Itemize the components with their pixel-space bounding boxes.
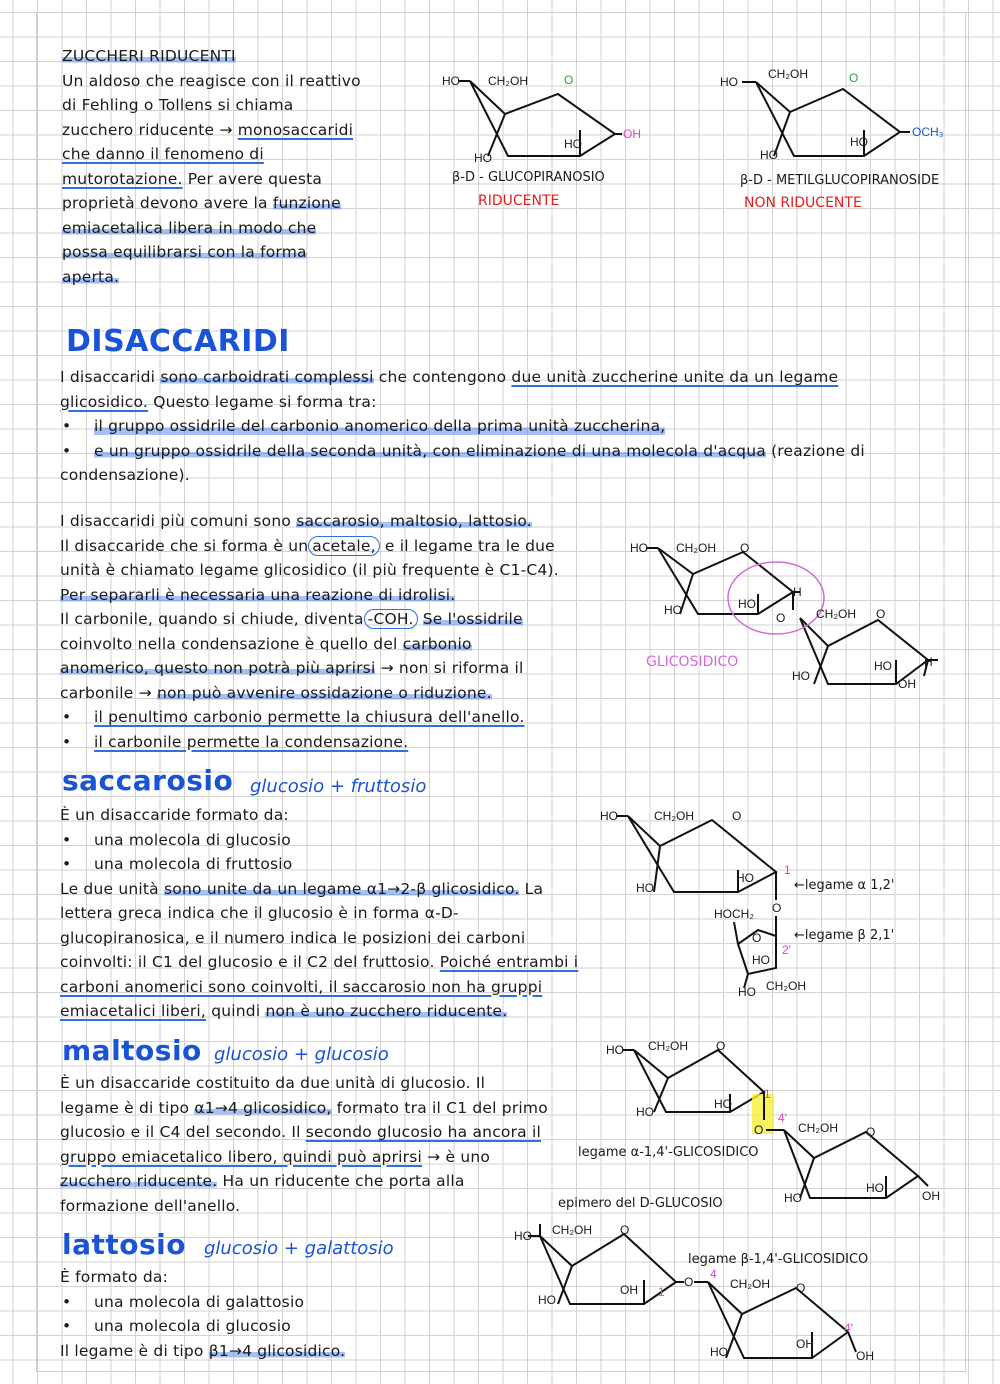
text-highlight: e un gruppo ossidrile della seconda unità, con eliminazione di una molecola d'acqua [94,441,766,460]
ho-label: HO [474,151,492,165]
text-line: È formato da: [60,1268,169,1286]
text-underlined: monosaccaridi [237,120,354,139]
text-underlined: gruppo emiacetalico libero, quindi può aprirsi [60,1147,423,1166]
lattosio-legame-label: legame β-1,4'-GLICOSIDICO [688,1252,869,1267]
legame-alpha-text: legame α 1,2' [804,878,895,893]
text-line: una molecola di glucosio [94,830,291,849]
text-line: → è uno [427,1147,491,1166]
glucopiranosio-name: β-D - GLUCOPIRANOSIO [452,170,605,185]
text-circled: -COH. [364,609,418,629]
ho-label: HO [866,1181,884,1195]
ho-label: HO [714,1097,732,1111]
ho-label: HO [664,603,682,617]
text-highlight: sono unite da un legame α1→2-β glicosidico. [164,879,520,898]
maltosio-title: maltosio [62,1034,202,1067]
legame-beta-label: ←legame β 2,1' [794,928,895,943]
structure-saccarosio [598,802,806,1002]
text-line: unità è chiamato legame glicosidico (il più frequente è C1-C4). [60,561,559,579]
text-highlight: Per separarli è necessaria una reazione di idrolisi. [60,585,456,604]
structure-disaccharide [628,536,948,696]
text-underlined: Poiché entrambi i [439,953,579,971]
list-item: • una molecola di glucosio [60,1314,500,1339]
ho-label: HO [720,75,738,89]
text-line: formazione dell'anello. [60,1196,241,1215]
text-line: una molecola di fruttosio [94,855,293,873]
text-underlined: due unità zuccherine unite da un legame [511,368,839,386]
ch2oh-label: CH₂OH [648,1039,688,1053]
text-highlight: carbonio [402,634,472,653]
oh-label: OH [623,127,641,141]
oh-label: OH [898,677,916,691]
text-highlight: Se l'ossidrile [422,610,523,628]
structure-metilglucopiranoside [718,64,958,164]
riducente-tag: RIDUCENTE [478,193,560,209]
ho-label: HO [630,541,648,555]
text-line: lettera greca indica che il glucosio è in forma α-D- [60,904,459,922]
text-line: una molecola di glucosio [94,1317,291,1335]
text-highlight: α1→4 glicosidico, [194,1098,332,1117]
text-line: I disaccaridi [60,368,156,386]
zuccheri-riducenti-block [62,44,402,289]
text-highlight: sono carboidrati complessi [160,368,374,386]
ch2oh-label: CH₂OH [676,541,716,555]
ho-label: HO [514,1229,532,1243]
legame-alpha-label: ←legame α 1,2' [794,878,895,893]
text-line: zucchero riducente → [62,120,233,139]
text-line: Il legame è di tipo [60,1341,204,1360]
ho-label: HO [760,148,778,162]
text-line: proprietà devono avere la [62,194,268,212]
ho-label: HO [564,137,582,151]
legame-beta-text: legame β 2,1' [804,928,895,943]
list-item: • il carbonile permette la condensazione. [60,730,620,755]
saccarosio-subtitle: glucosio + fruttosio [250,776,427,797]
text-line: glucosio e il C4 del secondo. Il [60,1123,301,1141]
text-line: che contengono [378,368,507,386]
text-line: quindi [211,1002,261,1020]
disaccaridi-intro [60,365,940,488]
link-oxygen-label: O [754,1123,764,1137]
link-oxygen-label: O [772,901,782,915]
ho-label: HO [850,135,868,149]
ho-label: HO [784,1191,802,1205]
ring-oxygen-label: O [620,1223,630,1237]
ring-oxygen-label: O [876,607,886,621]
maltosio-legame-label: legame α-1,4'-GLICOSIDICO [578,1145,759,1160]
metilglucopiranoside-name: β-D - METILGLUCOPIRANOSIDE [740,173,940,188]
structure-glucopiranosio [440,66,660,166]
ring-oxygen-label: O [716,1039,726,1053]
text-line: glucopiranosica, e il numero indica le posizioni dei carboni [60,928,526,947]
ho-label: HO [738,597,756,611]
text-underlined: carboni anomerici sono coinvolti, il saccarosio non ha gruppi [60,977,543,996]
ch2oh-label: CH₂OH [654,809,694,823]
text-line: formato tra il C1 del primo [336,1098,548,1117]
ho-label: HO [606,1043,624,1057]
och3-label: OCH₃ [912,125,944,139]
text-line: Questo legame si forma tra: [153,392,377,411]
text-highlight: il gruppo ossidrile del carbonio anomerico della prima unità zuccherina, [94,414,665,439]
ho-label: HO [600,809,618,823]
ho-label: HO [710,1345,728,1359]
maltosio-block [60,1071,600,1218]
ho-label: HO [442,74,460,88]
text-underlined: glicosidico. [60,392,149,411]
carbon-number: 1 [764,1087,771,1101]
carbon-number: 1 [658,1285,665,1299]
ho-label: HO [636,881,654,895]
ch2oh-label: CH₂OH [766,979,806,993]
oh-label: OH [620,1283,638,1297]
text-circled: acetale, [308,536,380,556]
glicosidico-label: GLICOSIDICO [646,654,739,670]
ring-oxygen-label: O [752,931,762,945]
h-label: H [924,655,933,669]
ch2oh-label: CH₂OH [816,607,856,621]
text-underlined: secondo glucosio ha ancora il [305,1123,542,1141]
ho-label: HO [874,659,892,673]
text-highlight: β1→4 glicosidico. [208,1341,346,1360]
ch2oh-label: CH₂OH [488,74,528,88]
list-item: • una molecola di galattosio [60,1290,500,1315]
text-highlight: emiacetalica libera in modo che [62,218,317,237]
text-highlight: anomerico, questo non potrà più aprirsi [60,659,376,677]
text-highlight: non può avvenire ossidazione o riduzione. [156,683,492,702]
oh-label: OH [856,1349,874,1363]
maltosio-subtitle: glucosio + glucosio [214,1044,389,1065]
ring-oxygen-label: O [564,73,574,87]
non-riducente-tag: NON RIDUCENTE [744,195,862,211]
list-item: • e un gruppo ossidrile della seconda unità, con eliminazione di una molecola d'acqua (reazione di [62,441,865,460]
text-line: Per avere questa [187,169,323,188]
text-line: Un aldoso che reagisce con il reattivo [62,71,361,90]
list-item: • una molecola di glucosio [60,828,630,853]
list-item: • il penultimo carbonio permette la chiusura dell'anello. [60,705,620,730]
text-line: una molecola di galattosio [94,1292,305,1311]
text-line: Le due unità [60,879,159,898]
ho-label: HO [792,669,810,683]
carbon-number: 2' [782,943,791,957]
text-line: e il legame tra le due [384,536,555,555]
ring-oxygen-label: O [796,1281,806,1295]
text-underlined: emiacetalici liberi, [60,1002,207,1020]
saccarosio-title: saccarosio [62,764,234,797]
structure-maltosio [604,1036,944,1216]
ring-oxygen-label: O [740,541,750,555]
text-line: carbonile → [60,683,152,702]
text-line: coinvolti: il C1 del glucosio e il C2 del fruttosio. [60,953,435,971]
text-line: (reazione di [771,441,865,460]
text-underlined: il penultimo carbonio permette la chiusura dell'anello. [94,708,525,726]
ch2oh-label: CH₂OH [768,67,808,81]
ring-oxygen-label: O [866,1125,876,1139]
ho-label: HO [738,985,756,999]
text-line: I disaccaridi più comuni sono [60,512,292,530]
text-underlined: il carbonile permette la condensazione. [94,732,409,751]
list-item: • una molecola di fruttosio [60,852,630,877]
text-line: Ha un riducente che porta alla [222,1172,465,1190]
ho-label: HO [636,1105,654,1119]
structure-lattosio [512,1218,892,1368]
hoch2-label: HOCH₂ [714,907,754,921]
ch2oh-label: CH₂OH [730,1277,770,1291]
carbon-number: 4' [778,1111,787,1125]
lattosio-title: lattosio [62,1228,186,1261]
carbon-number: 4 [710,1267,717,1281]
section-heading: ZUCCHERI RIDUCENTI [62,47,236,65]
list-item: • il gruppo ossidrile del carbonio anomerico della prima unità zuccherina, [60,414,940,439]
lattosio-block [60,1265,500,1363]
oh-label: OH [922,1189,940,1203]
text-line: È un disaccaride formato da: [60,806,289,824]
disaccaridi-title: DISACCARIDI [66,324,290,359]
text-highlight: funzione [272,194,341,212]
ring-oxygen-label: O [732,809,742,823]
text-line: Il carbonile, quando si chiude, diventa [60,610,364,628]
text-highlight: zucchero riducente. [60,1172,218,1190]
ring-oxygen-label: O [849,71,859,85]
disaccaridi-details [60,509,620,754]
ho-label: HO [538,1293,556,1307]
text-line: condensazione). [60,466,190,484]
ho-label: HO [752,953,770,967]
carbon-number: 1 [784,863,791,877]
text-underlined: mutorotazione. [62,169,183,188]
link-oxygen-label: O [684,1275,694,1289]
text-highlight: aperta. [62,267,120,286]
text-line: di Fehling o Tollens si chiama [62,96,294,114]
text-line: Il disaccaride che si forma è un [60,536,309,555]
text-line: coinvolto nella condensazione è quello del [60,634,398,653]
oh-label: OH [796,1337,814,1351]
text-line: È un disaccaride costituito da due unità di glucosio. Il [60,1074,486,1092]
ch2oh-label: CH₂OH [552,1223,592,1237]
text-line: → non si riforma il [380,659,524,677]
text-line: legame è di tipo [60,1098,190,1117]
ch2oh-label: CH₂OH [798,1121,838,1135]
text-underlined: che danno il fenomeno di [62,145,264,163]
text-line: La [524,879,544,898]
carbon-number: 4' [844,1321,853,1335]
text-highlight: possa equilibrarsi con la forma [62,243,307,261]
link-oxygen-label: O [776,611,786,625]
text-highlight: non è uno zucchero riducente. [265,1002,508,1020]
ho-label: HO [736,871,754,885]
h-label: H [793,585,802,599]
epimero-label: epimero del D-GLUCOSIO [558,1196,723,1211]
text-highlight: saccarosio, maltosio, lattosio. [296,512,532,530]
saccarosio-block [60,803,630,1024]
lattosio-subtitle: glucosio + galattosio [204,1238,394,1259]
